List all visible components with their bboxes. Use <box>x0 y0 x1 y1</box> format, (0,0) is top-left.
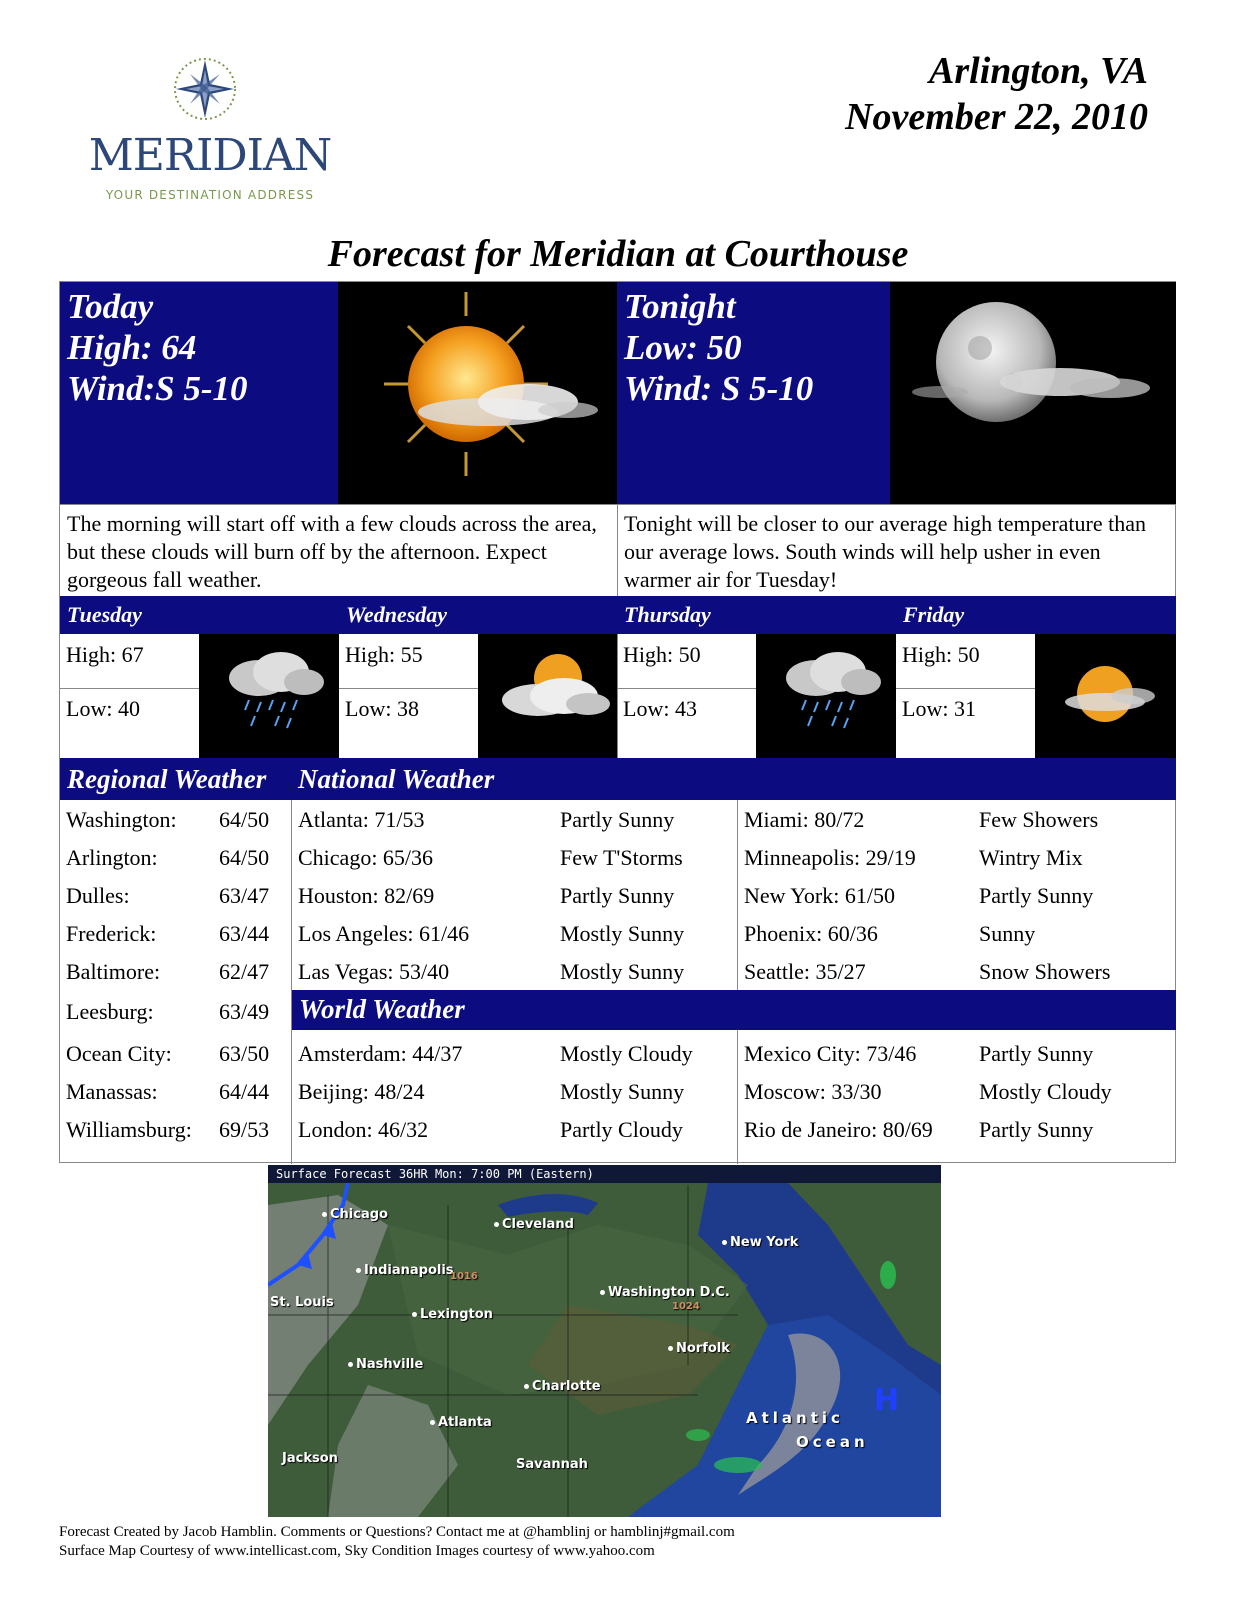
forecast-table <box>59 281 1176 1163</box>
world-condition: Partly Cloudy <box>560 1117 683 1142</box>
map-pressure-label: 1016 <box>450 1271 478 1282</box>
page-title: Forecast for Meridian at Courthouse <box>327 233 909 275</box>
thursday-high: High: 50 <box>623 642 701 667</box>
national-city: Miami: 80/72 <box>744 807 865 832</box>
day-thursday: Thursday <box>624 602 711 627</box>
world-city: Mexico City: 73/46 <box>744 1041 917 1066</box>
tuesday-low: Low: 40 <box>66 696 140 721</box>
day-wednesday: Wednesday <box>346 602 448 627</box>
map-city-label: St. Louis <box>270 1295 334 1310</box>
national-city: Seattle: 35/27 <box>744 959 866 984</box>
footer-sources: Surface Map Courtesy of www.intellicast.com, Sky Condition Images courtesy of www.yahoo.com <box>59 1543 655 1559</box>
friday-high: High: 50 <box>902 642 980 667</box>
location-date <box>845 48 1148 140</box>
moon-cloud-icon <box>890 282 1176 504</box>
world-city: London: 46/32 <box>298 1117 429 1142</box>
national-condition: Few T'Storms <box>560 845 683 870</box>
regional-temps: 64/50 <box>219 807 270 832</box>
footer-credit: Forecast Created by Jacob Hamblin. Comments or Questions? Contact me at @hamblinj or hamblinj#gmail.com <box>59 1524 735 1540</box>
today-label: Today <box>67 287 154 326</box>
map-city-label: Chicago <box>330 1207 388 1222</box>
tuesday-high: High: 67 <box>66 642 144 667</box>
location: Arlington, VA <box>929 50 1148 92</box>
world-heading: World Weather <box>299 994 465 1024</box>
brand-name: MERIDIAN <box>88 130 332 181</box>
day-tuesday: Tuesday <box>67 602 142 627</box>
tonight-wind: Wind: S 5-10 <box>624 369 814 408</box>
today-wind: Wind:S 5-10 <box>67 369 248 408</box>
regional-temps: 69/53 <box>219 1117 270 1142</box>
map-city-label: Charlotte <box>532 1379 601 1394</box>
regional-city: Dulles: <box>66 883 130 908</box>
regional-temps: 62/47 <box>219 959 270 984</box>
national-condition: Sunny <box>979 921 1036 946</box>
rain-cloud-icon <box>199 634 339 758</box>
national-condition: Partly Sunny <box>560 807 675 832</box>
world-condition: Partly Sunny <box>979 1041 1094 1066</box>
regional-city: Manassas: <box>66 1079 158 1104</box>
national-city: Minneapolis: 29/19 <box>744 845 916 870</box>
map-city-label: Washington D.C. <box>608 1285 730 1300</box>
map-city-label: Lexington <box>420 1307 493 1322</box>
tonight-low: Low: 50 <box>624 328 742 367</box>
map-pressure-label: 1024 <box>672 1301 700 1312</box>
today-description: The morning will start off with a few clouds across the area, but these clouds will burn off by the afternoon. Expect gorgeous fall weather. <box>67 511 597 592</box>
national-city: Atlanta: 71/53 <box>298 807 425 832</box>
friday-low: Low: 31 <box>902 696 976 721</box>
map-city-label: Savannah <box>516 1457 588 1472</box>
regional-city: Arlington: <box>66 845 158 870</box>
world-condition: Mostly Cloudy <box>560 1041 693 1066</box>
national-city: Chicago: 65/36 <box>298 845 434 870</box>
today-high: High: 64 <box>67 328 197 367</box>
map-city-label: Norfolk <box>676 1341 730 1356</box>
national-condition: Wintry Mix <box>979 845 1083 870</box>
today-sky-image <box>338 282 617 504</box>
forecast-date: November 22, 2010 <box>845 96 1148 138</box>
tonight-label: Tonight <box>624 287 736 326</box>
map-city-label: Nashville <box>356 1357 424 1372</box>
regional-temps: 63/49 <box>219 999 270 1024</box>
sun-cloud-icon <box>478 634 617 758</box>
compass-star-icon <box>172 56 238 122</box>
world-city: Moscow: 33/30 <box>744 1079 882 1104</box>
national-condition: Partly Sunny <box>979 883 1094 908</box>
world-city: Beijing: 48/24 <box>298 1079 425 1104</box>
national-condition: Few Showers <box>979 807 1099 832</box>
surface-forecast-map <box>268 1165 941 1517</box>
regional-city: Baltimore: <box>66 959 161 984</box>
regional-city: Ocean City: <box>66 1041 172 1066</box>
high-pressure-marker: H <box>874 1383 900 1418</box>
friday-sky-image <box>1035 634 1176 758</box>
tonight-description: Tonight will be closer to our average high temperature than our average lows. South winds will help usher in even warmer air for Tuesday! <box>624 511 1147 592</box>
wednesday-sky-image <box>478 634 617 758</box>
world-condition: Mostly Cloudy <box>979 1079 1112 1104</box>
national-city: Las Vegas: 53/40 <box>298 959 450 984</box>
sun-cloud-icon <box>1035 634 1176 758</box>
national-condition: Mostly Sunny <box>560 921 685 946</box>
world-city: Amsterdam: 44/37 <box>298 1041 463 1066</box>
map-ocean-label: Ocean <box>796 1433 869 1451</box>
national-condition: Partly Sunny <box>560 883 675 908</box>
world-condition: Partly Sunny <box>979 1117 1094 1142</box>
today-panel <box>60 282 338 504</box>
world-condition: Mostly Sunny <box>560 1079 685 1104</box>
map-city-label: Atlanta <box>438 1415 492 1430</box>
world-city: Rio de Janeiro: 80/69 <box>744 1117 933 1142</box>
national-condition: Mostly Sunny <box>560 959 685 984</box>
wednesday-high: High: 55 <box>345 642 423 667</box>
regional-heading: Regional Weather <box>67 764 267 794</box>
day-friday: Friday <box>903 602 965 627</box>
map-city-label: New York <box>730 1235 799 1250</box>
regional-temps: 64/44 <box>219 1079 270 1104</box>
regional-temps: 63/50 <box>219 1041 270 1066</box>
brand-tagline: YOUR DESTINATION ADDRESS <box>105 188 315 202</box>
map-city-label: Indianapolis <box>364 1263 454 1278</box>
wednesday-low: Low: 38 <box>345 696 419 721</box>
map-ocean-label: Atlantic <box>746 1409 844 1427</box>
thursday-sky-image <box>756 634 896 758</box>
map-city-label: Jackson <box>282 1451 338 1466</box>
national-city: Phoenix: 60/36 <box>744 921 878 946</box>
tonight-sky-image <box>890 282 1176 504</box>
national-heading: National Weather <box>298 764 495 794</box>
tonight-panel <box>617 282 890 504</box>
map-city-label: Cleveland <box>502 1217 574 1232</box>
map-banner: Surface Forecast 36HR Mon: 7:00 PM (Eastern) <box>268 1165 941 1183</box>
regional-temps: 64/50 <box>219 845 270 870</box>
rain-cloud-icon <box>756 634 896 758</box>
thursday-low: Low: 43 <box>623 696 697 721</box>
national-city: Los Angeles: 61/46 <box>298 921 470 946</box>
meridian-logo <box>80 52 340 212</box>
national-city: New York: 61/50 <box>744 883 895 908</box>
regional-temps: 63/44 <box>219 921 270 946</box>
regional-city: Williamsburg: <box>66 1117 192 1142</box>
regional-city: Leesburg: <box>66 999 154 1024</box>
national-condition: Snow Showers <box>979 959 1111 984</box>
national-city: Houston: 82/69 <box>298 883 435 908</box>
regional-temps: 63/47 <box>219 883 270 908</box>
tuesday-sky-image <box>199 634 339 758</box>
sun-cloud-icon <box>338 282 617 504</box>
regional-city: Frederick: <box>66 921 157 946</box>
footer <box>59 1523 735 1561</box>
regional-city: Washington: <box>66 807 177 832</box>
